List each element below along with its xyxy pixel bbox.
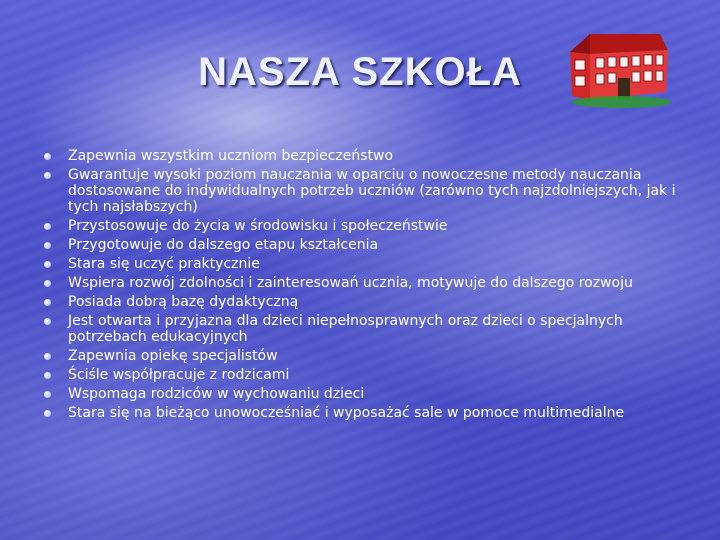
list-item: Wspiera rozwój zdolności i zainteresowań ucznia, motywuje do dalszego rozwoju [40, 275, 680, 291]
list-item: Wspomaga rodziców w wychowaniu dzieci [40, 386, 680, 402]
bullet-icon [44, 318, 51, 325]
list-item: Przygotowuje do dalszego etapu kształcenia [40, 237, 680, 253]
school-building-icon [560, 30, 670, 110]
list-item: Stara się uczyć praktycznie [40, 256, 680, 272]
bullet-icon [44, 410, 51, 417]
bullet-icon [44, 153, 51, 160]
slide-title: NASZA SZKOŁA [198, 50, 522, 94]
bullet-icon [44, 223, 51, 230]
list-item: Przystosowuje do życia w środowisku i społeczeństwie [40, 218, 680, 234]
list-item: Ściśle współpracuje z rodzicami [40, 367, 680, 383]
bullet-icon [44, 391, 51, 398]
bullet-icon [44, 353, 51, 360]
list-item: Stara się na bieżąco unowocześniać i wyposażać sale w pomoce multimedialne [40, 405, 680, 421]
list-item: Zapewnia wszystkim uczniom bezpieczeństwo [40, 148, 680, 164]
bullet-icon [44, 299, 51, 306]
list-item: Zapewnia opiekę specjalistów [40, 348, 680, 364]
bullet-icon [44, 172, 51, 179]
list-item: Jest otwarta i przyjazna dla dzieci niepełnosprawnych oraz dzieci o specjalnych potrzebach edukacyjnych [40, 313, 680, 345]
content-list [40, 148, 680, 424]
bullet-icon [44, 242, 51, 249]
list-item: Gwarantuje wysoki poziom nauczania w oparciu o nowoczesne metody nauczania dostosowane do indywidualnych potrzeb uczniów (zarówno tych najzdolniejszych, jak i tych najsłabszych) [40, 167, 680, 215]
bullet-icon [44, 372, 51, 379]
bullet-icon [44, 261, 51, 268]
bullet-icon [44, 280, 51, 287]
list-item: Posiada dobrą bazę dydaktyczną [40, 294, 680, 310]
